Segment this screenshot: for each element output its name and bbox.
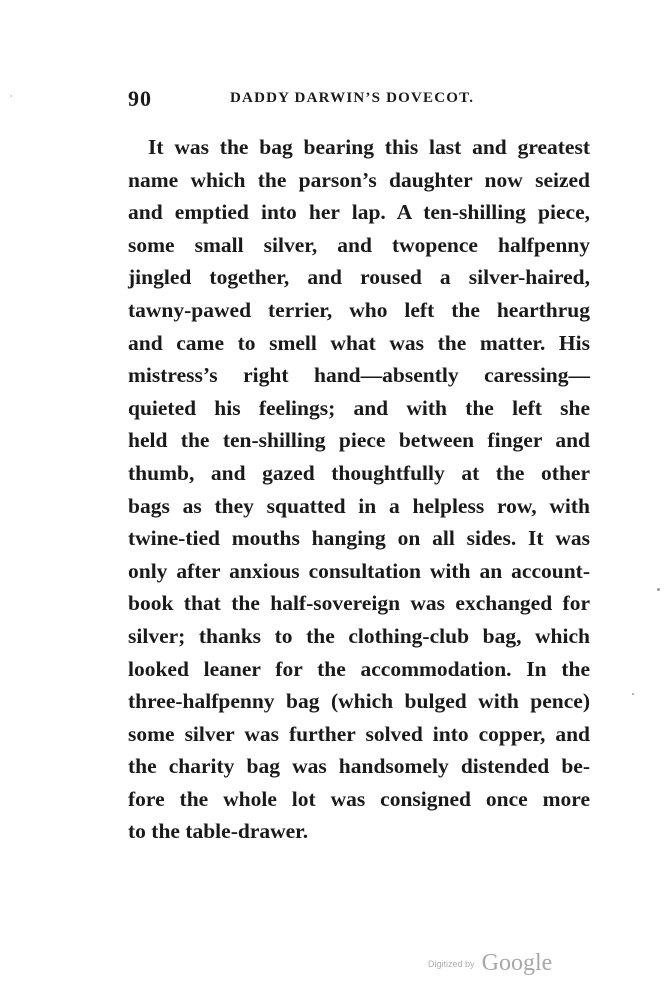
watermark-prefix: Digitized by xyxy=(428,958,475,969)
text-line: book that the half-sovereign was exchanged for xyxy=(128,591,590,616)
text-line: and came to smell what was the matter. His xyxy=(128,330,590,355)
page-number: 90 xyxy=(128,86,152,111)
text-line: looked leaner for the accommodation. In the xyxy=(128,656,590,681)
running-title: DADDY DARWIN’S DOVECOT. xyxy=(230,90,475,106)
text-line: three-halfpenny bag (which bulged with pence) xyxy=(128,689,590,714)
text-line: quieted his feelings; and with the left she xyxy=(128,395,590,420)
running-head xyxy=(128,86,598,110)
text-line: some silver was further solved into copper, and xyxy=(128,721,590,746)
scan-speck xyxy=(657,588,660,591)
body-paragraph xyxy=(128,131,590,848)
text-line: It was the bag bearing this last and greatest xyxy=(148,135,590,159)
scan-speck xyxy=(632,693,634,695)
text-line: and emptied into her lap. A ten-shilling piece, xyxy=(128,200,590,225)
text-line: bags as they squatted in a helpless row, with xyxy=(128,493,590,518)
digitized-watermark xyxy=(428,950,552,977)
text-line: fore the whole lot was consigned once more xyxy=(128,786,590,811)
text-line: the charity bag was handsomely distended be- xyxy=(128,754,590,779)
text-line: jingled together, and roused a silver-haired, xyxy=(128,265,590,290)
text-line: to the table-drawer. xyxy=(128,819,309,844)
text-line: only after anxious consultation with an account- xyxy=(128,558,590,583)
text-line: mistress’s right hand—absently caressing— xyxy=(128,363,590,388)
text-line: held the ten-shilling piece between finger and xyxy=(128,428,590,453)
text-line: name which the parson’s daughter now seized xyxy=(128,167,590,192)
text-line: tawny-pawed terrier, who left the hearthrug xyxy=(128,297,590,322)
scan-speck xyxy=(10,95,12,97)
text-line: twine-tied mouths hanging on all sides. It was xyxy=(128,526,590,551)
text-line: thumb, and gazed thoughtfully at the other xyxy=(128,460,590,485)
text-line: some small silver, and twopence halfpenny xyxy=(128,232,590,257)
text-line: silver; thanks to the clothing-club bag, which xyxy=(128,623,590,648)
google-logo: Google xyxy=(481,950,553,976)
